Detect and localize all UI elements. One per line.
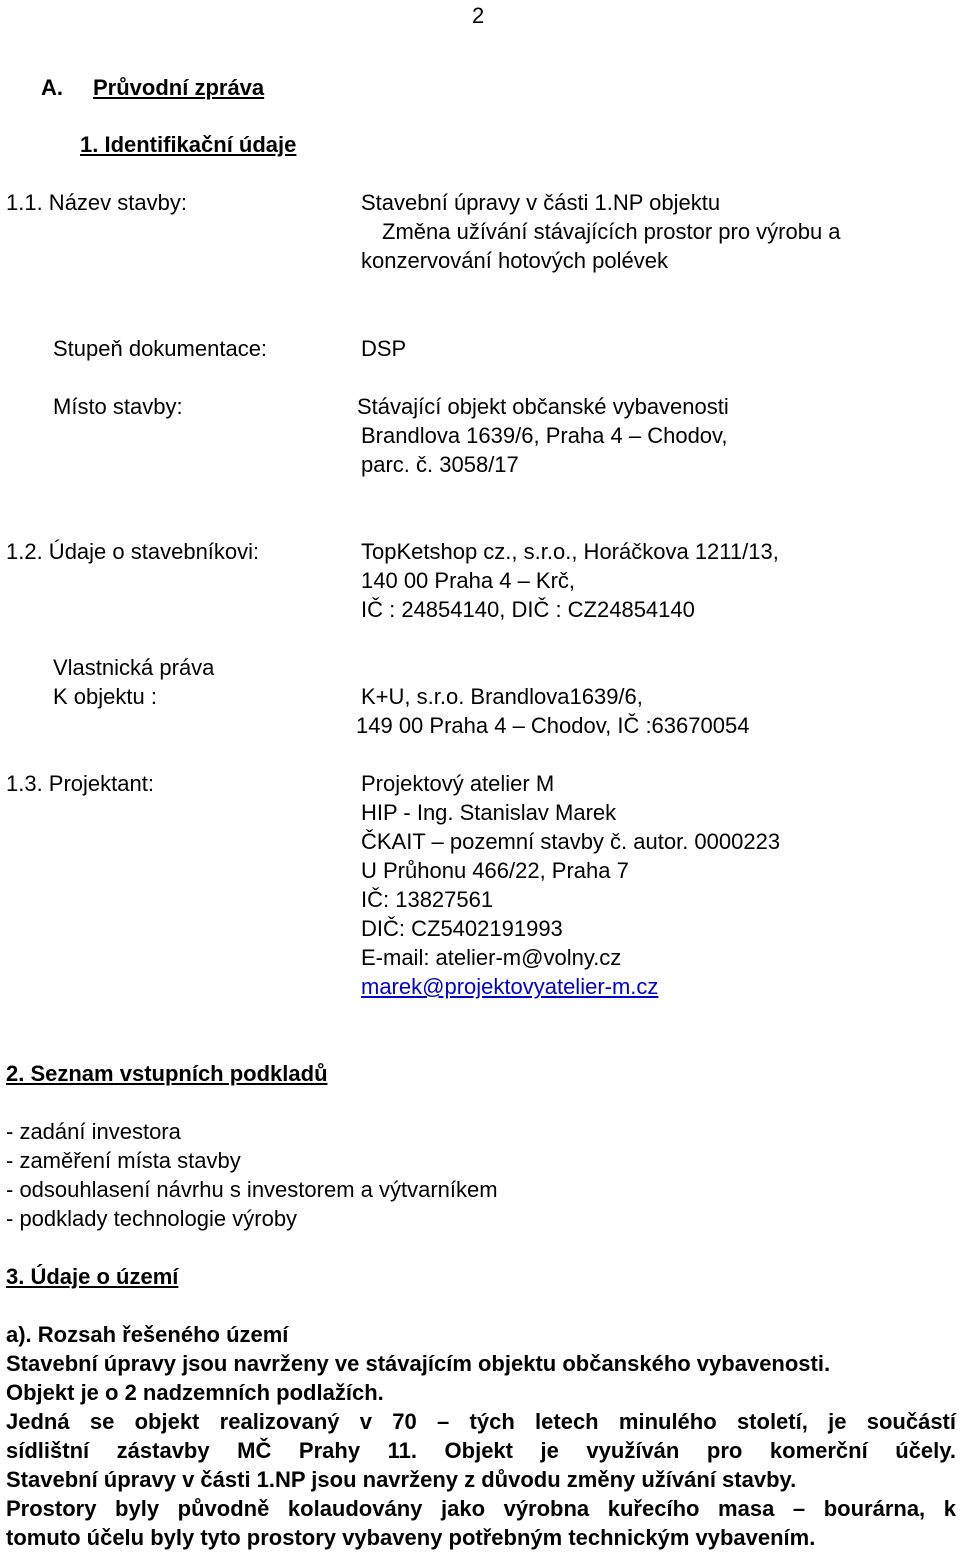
designer-label: 1.3. Projektant: [6, 771, 154, 796]
builder-line-3: IČ : 24854140, DIČ : CZ24854140 [361, 597, 695, 622]
subsection-a-line-7: tomuto účelu byly tyto prostory vybaveny potřebným technickým vybavením. [6, 1525, 816, 1550]
designer-line-4: U Průhonu 466/22, Praha 7 [361, 858, 629, 883]
building-name-label: 1.1. Název stavby: [6, 190, 187, 215]
doc-stage-label: Stupeň dokumentace: [53, 336, 268, 361]
subsection-a-line-5: Stavební úpravy v části 1.NP jsou navrženy z důvodu změny užívání stavby. [6, 1467, 797, 1492]
section-2-title: 2. Seznam vstupních podkladů [6, 1061, 328, 1086]
ownership-label-line-2: K objektu : [53, 684, 157, 709]
section-3-title: 3. Údaje o území [6, 1264, 179, 1289]
designer-email-link[interactable]: marek@projektovyatelier-m.cz [361, 974, 659, 999]
ownership-label-line-1: Vlastnická práva [53, 655, 215, 680]
designer-line-2: HIP - Ing. Stanislav Marek [361, 800, 617, 825]
subsection-a-title: a). Rozsah řešeného území [6, 1322, 289, 1347]
section-1-title: 1. Identifikační údaje [80, 132, 297, 157]
designer-line-5: IČ: 13827561 [361, 887, 494, 912]
subsection-a-line-3: Jedná se objekt realizovaný v 70 – tých letech minulého století, je součástí [6, 1409, 956, 1434]
subsection-a-line-1: Stavební úpravy jsou navrženy ve stávajícím objektu občanského vybavenosti. [6, 1351, 831, 1376]
site-line-3: parc. č. 3058/17 [361, 452, 519, 477]
designer-line-7: E-mail: atelier-m@volny.cz [361, 945, 622, 970]
designer-line-3: ČKAIT – pozemní stavby č. autor. 0000223 [361, 829, 781, 854]
doc-stage-value: DSP [361, 336, 407, 361]
builder-label: 1.2. Údaje o stavebníkovi: [6, 539, 260, 564]
building-name-line-2: Změna užívání stávajících prostor pro výrobu a [382, 219, 841, 244]
inputs-item: - odsouhlasení návrhu s investorem a výtvarníkem [6, 1177, 498, 1202]
inputs-item: - zadání investora [6, 1119, 181, 1144]
designer-line-6: DIČ: CZ5402191993 [361, 916, 563, 941]
page-number: 2 [472, 3, 485, 28]
subsection-a-line-4: sídlištní zástavby MČ Prahy 11. Objekt je využíván pro komerční účely. [6, 1438, 956, 1463]
ownership-line-1: K+U, s.r.o. Brandlova1639/6, [361, 684, 643, 709]
designer-line-1: Projektový atelier M [361, 771, 555, 796]
inputs-item: - podklady technologie výroby [6, 1206, 298, 1231]
subsection-a-line-6: Prostory byly původně kolaudovány jako výrobna kuřecího masa – bourárna, k [6, 1496, 956, 1521]
builder-line-2: 140 00 Praha 4 – Krč, [361, 568, 576, 593]
site-label: Místo stavby: [53, 394, 183, 419]
inputs-item: - zaměření místa stavby [6, 1148, 241, 1173]
subsection-a-line-2: Objekt je o 2 nadzemních podlažích. [6, 1380, 384, 1405]
building-name-line-3: konzervování hotových polévek [361, 248, 668, 273]
ownership-line-2: 149 00 Praha 4 – Chodov, IČ :63670054 [356, 713, 750, 738]
section-a-title: Průvodní zpráva [93, 75, 265, 100]
building-name-line-1: Stavební úpravy v části 1.NP objektu [361, 190, 721, 215]
builder-line-1: TopKetshop cz., s.r.o., Horáčkova 1211/13, [361, 539, 779, 564]
section-a-letter: A. [41, 75, 63, 100]
site-line-1: Stávající objekt občanské vybavenosti [357, 394, 729, 419]
site-line-2: Brandlova 1639/6, Praha 4 – Chodov, [361, 423, 728, 448]
